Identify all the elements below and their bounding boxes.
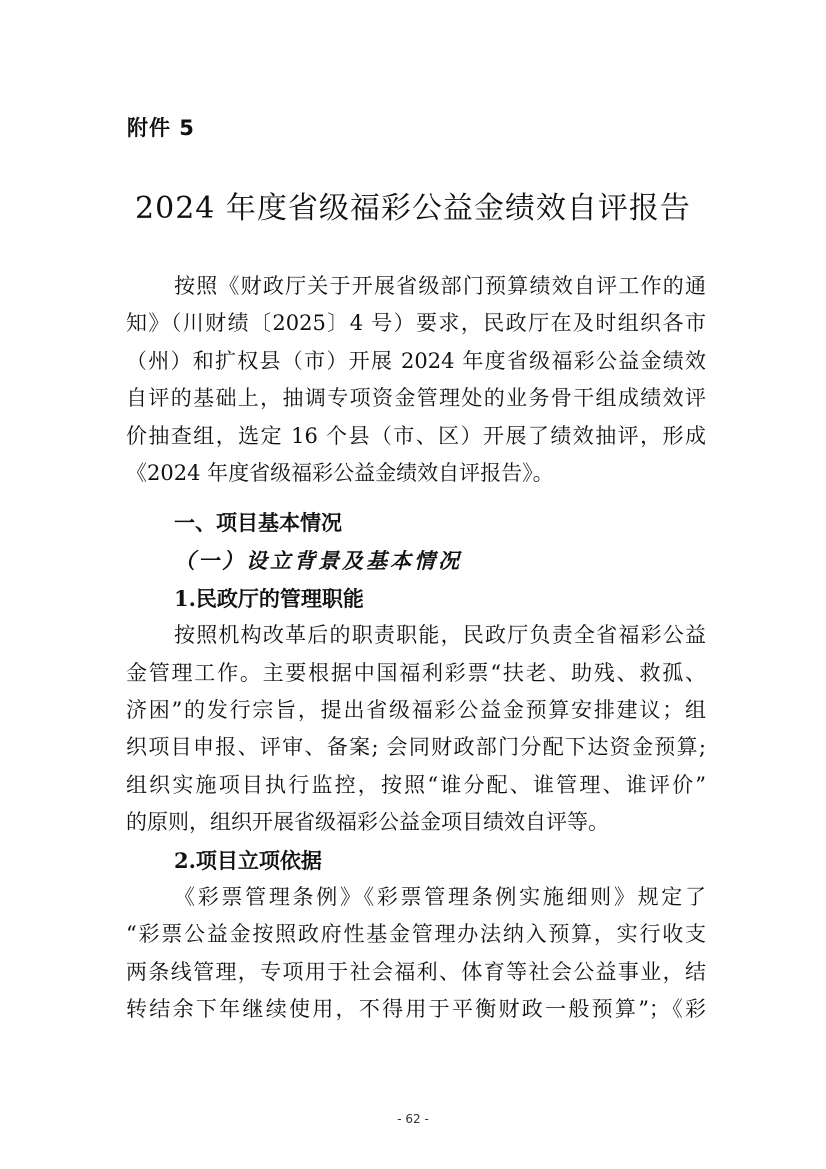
page-number: - 62 -	[397, 1112, 429, 1126]
paragraph-line: 知》（川财绩〔2025〕4 号）要求，民政厅在及时组织各市	[126, 311, 706, 336]
paragraph-line: 自评的基础上，抽调专项资金管理处的业务骨干组成绩效评	[126, 386, 706, 411]
paragraph-line: 济困”的发行宗旨，提出省级福彩公益金预算安排建议；组	[126, 697, 706, 722]
section-heading: 一、项目基本情况	[174, 511, 342, 535]
section-1	[126, 505, 706, 1028]
paragraph-line: 两条线管理，专项用于社会福利、体育等社会公益事业，结	[126, 959, 706, 984]
paragraph-line: “彩票公益金按照政府性基金管理办法纳入预算，实行收支	[126, 922, 706, 947]
attachment-label: 附件 5	[127, 116, 195, 140]
paragraph-line: 按照《财政厅关于开展省级部门预算绩效自评工作的通	[174, 274, 706, 298]
paragraph-line: 价抽查组，选定 16 个县（市、区）开展了绩效抽评，形成	[126, 423, 706, 448]
paragraph-line: 组织实施项目执行监控，按照“谁分配、谁管理、谁评价”	[126, 772, 706, 797]
paragraph-line: 转结余下年继续使用，不得用于平衡财政一般预算”；《彩	[126, 997, 706, 1022]
paragraph-line: 的原则，组织开展省级福彩公益金项目绩效自评等。	[126, 810, 609, 835]
item-heading: 1.民政厅的管理职能	[174, 585, 364, 611]
item-heading: 2.项目立项依据	[174, 847, 322, 873]
subsection-heading: （一）设立背景及基本情况	[174, 548, 462, 574]
report-title: 2024 年度省级福彩公益金绩效自评报告	[135, 191, 691, 226]
paragraph-line: 金管理工作。主要根据中国福利彩票“扶老、助残、救孤、	[126, 660, 706, 685]
paragraph-line: 《2024 年度省级福彩公益金绩效自评报告》。	[126, 460, 554, 485]
paragraph-line: 《彩票管理条例》《彩票管理条例实施细则》规定了	[174, 884, 706, 909]
paragraph-line: 按照机构改革后的职责职能，民政厅负责全省福彩公益	[174, 623, 706, 648]
paragraph-line: （州）和扩权县（市）开展 2024 年度省级福彩公益金绩效	[126, 348, 706, 373]
intro-paragraph	[126, 268, 706, 492]
paragraph-line: 织项目申报、评审、备案; 会同财政部门分配下达资金预算;	[126, 735, 706, 760]
